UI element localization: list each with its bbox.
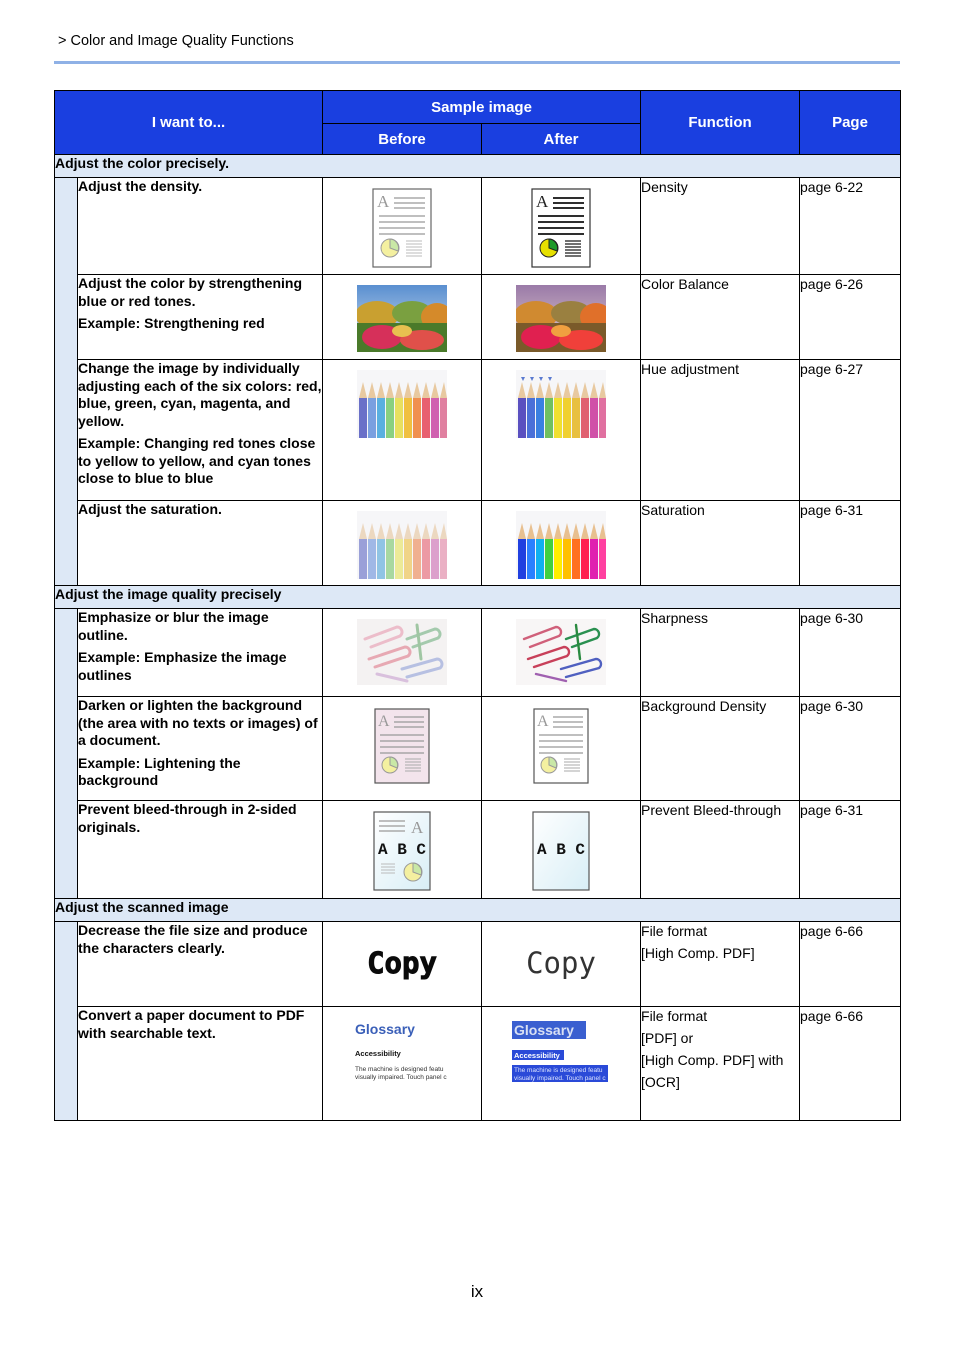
sample-after <box>482 1007 641 1121</box>
col-header-sample: Sample image <box>323 91 641 124</box>
col-header-page: Page <box>800 91 901 155</box>
svg-text:visually impaired. Touch panel: visually impaired. Touch panel c <box>514 1075 606 1082</box>
landscape-photo-red <box>516 285 606 352</box>
page-ref: page 6-27 <box>800 360 901 501</box>
sample-before <box>323 501 482 586</box>
row-description: Change the image by individually adjusting each of the six colors: red, blue, green, cyan, magenta, and yellow. Example: Changing red tones close to yellow to yellow, and cyan tones close to blue to blue <box>78 360 323 501</box>
function-cell: Prevent Bleed-through <box>641 801 800 899</box>
row-description: Decrease the file size and produce the characters clearly. <box>78 922 323 1007</box>
function-cell: Color Balance <box>641 275 800 360</box>
sample-after <box>482 275 641 360</box>
glossary-ocr-highlighted-image <box>506 1017 616 1092</box>
sample-after <box>482 609 641 697</box>
sample-after <box>482 801 641 899</box>
page-number: ix <box>470 1282 484 1301</box>
document-dark-image <box>531 188 591 268</box>
sample-before <box>323 801 482 899</box>
svg-text:A: A <box>378 713 390 730</box>
table-row <box>55 697 901 801</box>
colored-pencils-image <box>357 370 447 438</box>
copy-text-bold-image <box>352 938 452 988</box>
page-ref: page 6-31 <box>800 501 901 586</box>
svg-text:Accessibility: Accessibility <box>355 1049 401 1058</box>
table-row <box>55 609 901 697</box>
col-header-after: After <box>482 124 641 155</box>
col-header-before: Before <box>323 124 482 155</box>
svg-text:A: A <box>411 818 424 837</box>
function-cell: Saturation <box>641 501 800 586</box>
row-description: Darken or lighten the background (the area with no texts or images) of a document. Example: Lightening the background <box>78 697 323 801</box>
page-ref: page 6-30 <box>800 697 901 801</box>
function-cell: File format [High Comp. PDF] <box>641 922 800 1007</box>
glossary-scan-image <box>347 1017 457 1092</box>
row-description: Adjust the color by strengthening blue or red tones. Example: Strengthening red <box>78 275 323 360</box>
table-row <box>55 922 901 1007</box>
page-ref: page 6-22 <box>800 178 901 275</box>
sample-before <box>323 922 482 1007</box>
function-cell: File format [PDF] or [High Comp. PDF] with [OCR] <box>641 1007 800 1121</box>
sample-after <box>482 501 641 586</box>
svg-text:Copy: Copy <box>526 946 596 980</box>
row-description: Adjust the density. <box>78 178 323 275</box>
page-ref: page 6-66 <box>800 1007 901 1121</box>
sample-before <box>323 360 482 501</box>
sample-after <box>482 178 641 275</box>
row-description: Prevent bleed-through in 2-sided originals. <box>78 801 323 899</box>
table-row <box>55 501 901 586</box>
page-ref: page 6-26 <box>800 275 901 360</box>
function-cell: Density <box>641 178 800 275</box>
svg-text:A: A <box>537 713 549 730</box>
copy-text-clear-image <box>511 938 611 988</box>
svg-text:Accessibility: Accessibility <box>514 1051 560 1060</box>
sample-after <box>482 697 641 801</box>
row-description: Adjust the saturation. <box>78 501 323 586</box>
table-row <box>55 275 901 360</box>
table-row <box>55 1007 901 1121</box>
document-white-background-image <box>533 708 589 784</box>
document-pink-background-image <box>374 708 430 784</box>
landscape-photo <box>357 285 447 352</box>
sample-before <box>323 275 482 360</box>
paperclips-sharp-image <box>516 619 606 685</box>
colored-pencils-hue-image <box>516 370 606 438</box>
paperclips-soft-image <box>357 619 447 685</box>
svg-text:A B C: A B C <box>536 841 586 859</box>
function-cell: Sharpness <box>641 609 800 697</box>
header-rule <box>54 61 900 64</box>
svg-text:Glossary: Glossary <box>355 1021 415 1037</box>
svg-text:A: A <box>377 192 390 211</box>
sample-before <box>323 609 482 697</box>
sample-before <box>323 697 482 801</box>
table-row <box>55 801 901 899</box>
page-ref: page 6-66 <box>800 922 901 1007</box>
sample-before <box>323 178 482 275</box>
svg-text:Glossary: Glossary <box>514 1022 574 1038</box>
section-title: Adjust the color precisely. <box>55 155 901 178</box>
sample-after <box>482 360 641 501</box>
table-row <box>55 178 901 275</box>
svg-text:visually impaired. Touch panel: visually impaired. Touch panel c <box>355 1074 447 1081</box>
feature-table <box>54 90 901 1121</box>
row-description: Convert a paper document to PDF with searchable text. <box>78 1007 323 1121</box>
svg-text:A: A <box>536 192 549 211</box>
pencils-low-saturation-image <box>357 511 447 579</box>
sample-before <box>323 1007 482 1121</box>
breadcrumb: > Color and Image Quality Functions <box>58 33 294 49</box>
svg-text:Copy: Copy <box>367 946 437 980</box>
pencils-high-saturation-image <box>516 511 606 579</box>
svg-text:A B C: A B C <box>377 841 427 859</box>
function-cell: Hue adjustment <box>641 360 800 501</box>
page-ref: page 6-31 <box>800 801 901 899</box>
table-row <box>55 360 901 501</box>
col-header-function: Function <box>641 91 800 155</box>
document-bleed-through-image <box>373 811 431 891</box>
svg-text:The machine is designed featu: The machine is designed featu <box>514 1067 603 1074</box>
section-title: Adjust the image quality precisely <box>55 586 901 609</box>
col-header-want: I want to... <box>55 91 323 155</box>
section-title: Adjust the scanned image <box>55 899 901 922</box>
document-light-image <box>372 188 432 268</box>
sample-after <box>482 922 641 1007</box>
document-clean-image <box>532 811 590 891</box>
row-description: Emphasize or blur the image outline. Example: Emphasize the image outlines <box>78 609 323 697</box>
svg-text:The machine is designed featu: The machine is designed featu <box>355 1066 444 1073</box>
function-cell: Background Density <box>641 697 800 801</box>
page-ref: page 6-30 <box>800 609 901 697</box>
